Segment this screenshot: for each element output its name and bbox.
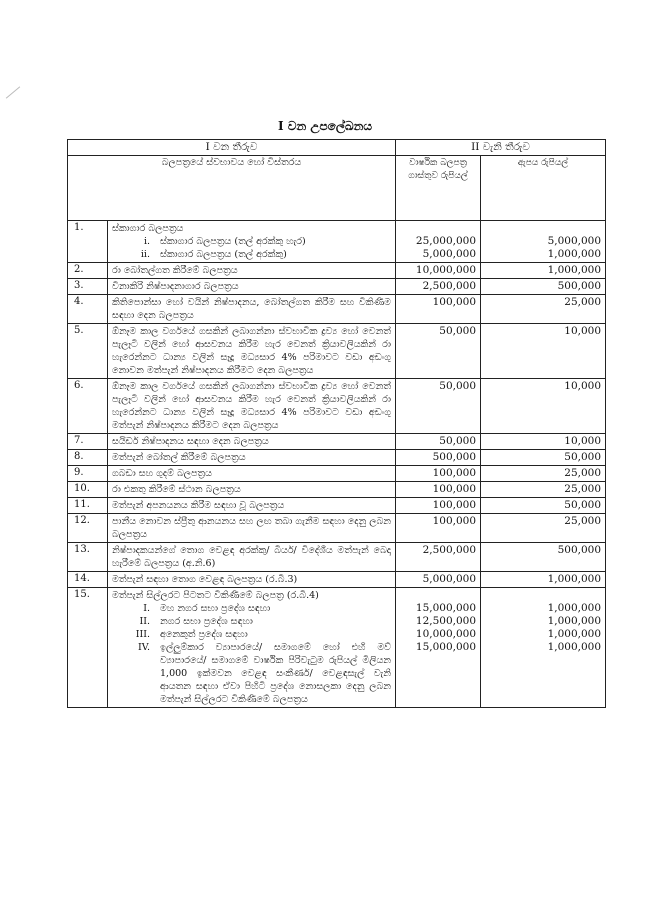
sub-item-fee: 5,000,000: [422, 248, 477, 260]
table-row: [68, 498, 606, 514]
description-header: බලපත්‍රයේ ස්වභාවය හෝ විස්තරය: [68, 156, 396, 221]
row-description: [108, 466, 396, 482]
row-description: [108, 514, 396, 543]
row-number: 2.: [68, 263, 108, 279]
sub-item-fee: 15,000,000: [415, 641, 477, 653]
row-description-text: මත්පැන් බෝතල් කිරීමේ බලපත්‍රය: [112, 452, 246, 463]
table-row: [68, 543, 606, 572]
annual-fee-value: 50,000: [439, 380, 477, 392]
row-annual-fee: [396, 572, 481, 588]
annual-fee-value: 2,500,000: [422, 280, 477, 292]
sub-item-deposit: 1,000,000: [547, 602, 602, 614]
row-description-text: නිෂ්පාදකයන්ගේ තොග වෙළඳ අරක්කු/ බියර්/ විදේශීය මත්පැන් බෙදා හැරීමේ බලපත්‍රය (අ.නි.6): [112, 545, 392, 569]
sub-item-fee: 12,500,000: [415, 615, 477, 627]
row-annual-fee: [396, 279, 481, 295]
deposit-value: 25,000: [564, 483, 602, 495]
row-description-text: මත්පැන් අපනයනය කිරීම සඳහා වූ බලපත්‍රය: [112, 500, 285, 511]
annual-fee-value: 2,500,000: [422, 544, 477, 556]
page-title: I වන උපලේඛනය: [278, 119, 372, 133]
sub-item-number: I.: [143, 603, 150, 614]
deposit-value: 50,000: [564, 499, 602, 511]
sub-item-fee: 25,000,000: [415, 235, 477, 247]
deposit-value: 1,000,000: [547, 264, 602, 276]
annual-fee-value: 50,000: [439, 325, 477, 337]
row-annual-fee: [396, 498, 481, 514]
table-row: [68, 324, 606, 379]
row-description: [108, 543, 396, 572]
deposit-value: 10,000: [564, 380, 602, 392]
sub-header-row: [68, 156, 606, 221]
annual-fee-value: 100,000: [432, 296, 477, 308]
annual-fee-value: 500,000: [432, 451, 477, 463]
deposit-value: 500,000: [557, 544, 602, 556]
row-description: [108, 572, 396, 588]
row-annual-fee: [396, 263, 481, 279]
row-deposit: [481, 498, 606, 514]
deposit-value: 10,000: [564, 435, 602, 447]
sub-item-fee: 15,000,000: [415, 602, 477, 614]
row-annual-fee: [396, 482, 481, 498]
row-deposit: [481, 588, 606, 708]
row-annual-fee: [396, 543, 481, 572]
table-row: [68, 279, 606, 295]
row-number: 14.: [68, 572, 108, 588]
row-annual-fee: [396, 434, 481, 450]
row-number: 10.: [68, 482, 108, 498]
deposit-value: 1,000,000: [547, 573, 602, 585]
annual-fee-value: 50,000: [439, 435, 477, 447]
table-row: [68, 434, 606, 450]
table-row: [68, 450, 606, 466]
sub-item-number: i.: [143, 236, 150, 247]
row-deposit: [481, 543, 606, 572]
row-number: 1.: [68, 221, 108, 263]
deposit-value: 25,000: [564, 515, 602, 527]
row-description: [108, 450, 396, 466]
row-number: 11.: [68, 498, 108, 514]
amount-spacer: [485, 589, 601, 602]
row-number: 6.: [68, 379, 108, 434]
column-2-header: II වැනි තීරුව: [396, 140, 606, 156]
sub-item-text: ඉල්ලුම්කාර ව්‍යාපාරයේ/ සමාගමේ හෝ එහි මව් ව්‍යාපාරයේ/ සමාගමේ වාර්ෂික පිරිවැටුම රුපියල් මිලියන 1,000 ඉක්මවන වෙළඳ සංකීර්ණ/ වෙළඳසැල් වැනි ආයතන සඳහා ඒවා පිහිටි ප්‍රදේශ නොසලකා දෙනු ලබන මත්පැන් සිල්ලරට විකිණීමේ බලපත්‍රය: [160, 642, 392, 705]
row-description: [108, 263, 396, 279]
row-deposit: [481, 482, 606, 498]
row-deposit: [481, 572, 606, 588]
column-header-row: [68, 140, 606, 156]
row-deposit: [481, 466, 606, 482]
schedule-table: [67, 139, 606, 708]
row-description: [108, 295, 396, 324]
row-description: [108, 279, 396, 295]
sub-item-deposit: 1,000,000: [547, 615, 602, 627]
row-description: [108, 434, 396, 450]
deposit-value: 500,000: [557, 280, 602, 292]
sub-item: [112, 602, 391, 615]
sub-item-deposit: 1,000,000: [547, 628, 602, 640]
deposit-value: 25,000: [564, 467, 602, 479]
sub-item-text: නගර සභා ප්‍රදේශ සඳහා: [160, 616, 253, 627]
annual-fee-value: 5,000,000: [422, 573, 477, 585]
sub-item-text: ස්කාගාර බලපත්‍රය (තල් අරක්කු): [160, 249, 287, 260]
row-number: 15.: [68, 588, 108, 708]
schedule-body: [68, 221, 606, 708]
sub-item-deposit: 5,000,000: [547, 235, 602, 247]
sub-item-text: ස්කාගාර බලපත්‍රය (තල් අරක්කු හැර): [160, 236, 306, 247]
sub-item: [112, 615, 391, 628]
row-number: 12.: [68, 514, 108, 543]
row-deposit: [481, 279, 606, 295]
table-row: [68, 379, 606, 434]
sub-item-number: ii.: [140, 249, 150, 260]
row-description: [108, 324, 396, 379]
table-row: [68, 221, 606, 263]
row-description-text: ගබඩා සහ ගුදම් බලපත්‍රය: [112, 468, 212, 479]
table-row: [68, 295, 606, 324]
row-deposit: [481, 324, 606, 379]
annual-fee-value: 100,000: [432, 483, 477, 495]
annual-fee-value: 100,000: [432, 515, 477, 527]
column-1-header: I වන තීරුව: [68, 140, 396, 156]
row-deposit: [481, 434, 606, 450]
row-number: 7.: [68, 434, 108, 450]
row-annual-fee: [396, 466, 481, 482]
annual-fee-header: වාර්ෂික බලපත්‍ර ගාස්තුව රුපියල්: [396, 156, 481, 221]
row-number: 3.: [68, 279, 108, 295]
deposit-header: ඇපය රුපියල්: [481, 156, 606, 221]
row-number: 9.: [68, 466, 108, 482]
row-annual-fee: [396, 379, 481, 434]
row-deposit: [481, 295, 606, 324]
row-number: 4.: [68, 295, 108, 324]
row-description-text: ඕනෑම කාල වර්ගයේ ගසකින් ලබාගන්නා ස්වභාවික ද්‍රව්‍ය හෝ වෙනත් පැලෑටි වලින් හෝ ආසවනය කිරීම හැර වෙනත් ක්‍රියාවලියකින් රා හැරෙන්නට ධාන්‍ය වලින් සෑදූ මධ්‍යසාර 4% පරිමාවට වඩා අඩංගු මත්පැන් නිෂ්පාදනය කිරීමට දෙන බලපත්‍රය: [112, 381, 392, 431]
row-description-text: මත්පැන් සිල්ලරට පිටතට විකිණීමේ බලපත්‍ර (ර.බී.4): [112, 590, 319, 601]
amount-spacer: [400, 222, 476, 235]
row-annual-fee: [396, 221, 481, 263]
sub-item: [112, 235, 391, 248]
sub-item: [112, 628, 391, 641]
amount-spacer: [400, 589, 476, 602]
table-row: [68, 466, 606, 482]
row-deposit: [481, 450, 606, 466]
row-description-text: රා බෝතල්ගත කිරීමේ බලපත්‍රය: [112, 265, 238, 276]
row-annual-fee: [396, 514, 481, 543]
row-description-text: ඕනෑම කාල වර්ගයේ ගසකින් ලබාගන්නා ස්වභාවික ද්‍රව්‍ය හෝ වෙනත් පැලෑටි වලින් හෝ ආසවනය කිරීම හැර වෙනත් ක්‍රියාවලියකින් රා හැරෙන්නට ධාන්‍ය වලින් සෑදූ මධ්‍යසාර 4% පරිමාවට වඩා අඩංගු නොවන මත්පැන් නිෂ්පාදනය කිරීමට දෙන බලපත්‍රය: [112, 326, 392, 376]
row-annual-fee: [396, 324, 481, 379]
table-row: [68, 572, 606, 588]
row-description-text: විනාකිරි නිෂ්පාදනාගාර බලපත්‍රය: [112, 281, 239, 292]
annual-fee-value: 100,000: [432, 467, 477, 479]
row-number: 8.: [68, 450, 108, 466]
row-annual-fee: [396, 295, 481, 324]
sub-item-text: මහ නගර සභා ප්‍රදේශ සඳහා: [160, 603, 271, 614]
row-deposit: [481, 221, 606, 263]
sub-item-deposit: 1,000,000: [547, 248, 602, 260]
deposit-value: 50,000: [564, 451, 602, 463]
row-deposit: [481, 379, 606, 434]
sub-item-deposit: 1,000,000: [547, 641, 602, 653]
row-description-text: පානීය නොවන ස්ප්‍රීතු ආනයනය සහ ලඟ තබා ගැනීම සඳහා දෙනු ලබන බලපත්‍රය: [112, 516, 392, 540]
row-description-text: මත්පැන් සඳහා තොග වෙළඳ බලපත්‍රය (ර.බී.3): [112, 574, 298, 585]
row-number: 13.: [68, 543, 108, 572]
row-annual-fee: [396, 450, 481, 466]
annual-fee-value: 100,000: [432, 499, 477, 511]
row-description-text: රා එකතු කිරීමේ ස්ථාන බලපත්‍රය: [112, 484, 241, 495]
row-description: [108, 221, 396, 263]
sub-item-number: II.: [139, 616, 150, 627]
row-description-text: ස්කාගාර බලපත්‍රය: [112, 223, 184, 234]
sub-item-fee: 10,000,000: [415, 628, 477, 640]
sub-item-number: IV.: [138, 642, 150, 653]
sub-item-number: III.: [135, 629, 150, 640]
sub-item: [112, 248, 391, 261]
table-row: [68, 482, 606, 498]
row-description: [108, 588, 396, 708]
annual-fee-value: 10,000,000: [415, 264, 477, 276]
row-description: [108, 498, 396, 514]
deposit-value: 25,000: [564, 296, 602, 308]
row-deposit: [481, 514, 606, 543]
row-description-text: සයිඩර් නිෂ්පාදනය සඳහා දෙන බලපත්‍රය: [112, 436, 269, 447]
row-deposit: [481, 263, 606, 279]
scan-mark: [6, 86, 20, 98]
row-annual-fee: [396, 588, 481, 708]
table-row: [68, 588, 606, 708]
row-description: [108, 482, 396, 498]
row-description: [108, 379, 396, 434]
sub-item: [112, 641, 391, 706]
sub-item-text: අනෙකුත් ප්‍රදේශ සඳහා: [160, 629, 248, 640]
row-number: 5.: [68, 324, 108, 379]
table-row: [68, 263, 606, 279]
row-description-text: කිතිපොන්සා හෝ වයින් නිෂ්පාදනය, බෝතල්ගත කිරීම සහ විකිණීම සඳහා දෙන බලපත්‍රය: [112, 297, 392, 321]
deposit-value: 10,000: [564, 325, 602, 337]
table-row: [68, 514, 606, 543]
amount-spacer: [485, 222, 601, 235]
